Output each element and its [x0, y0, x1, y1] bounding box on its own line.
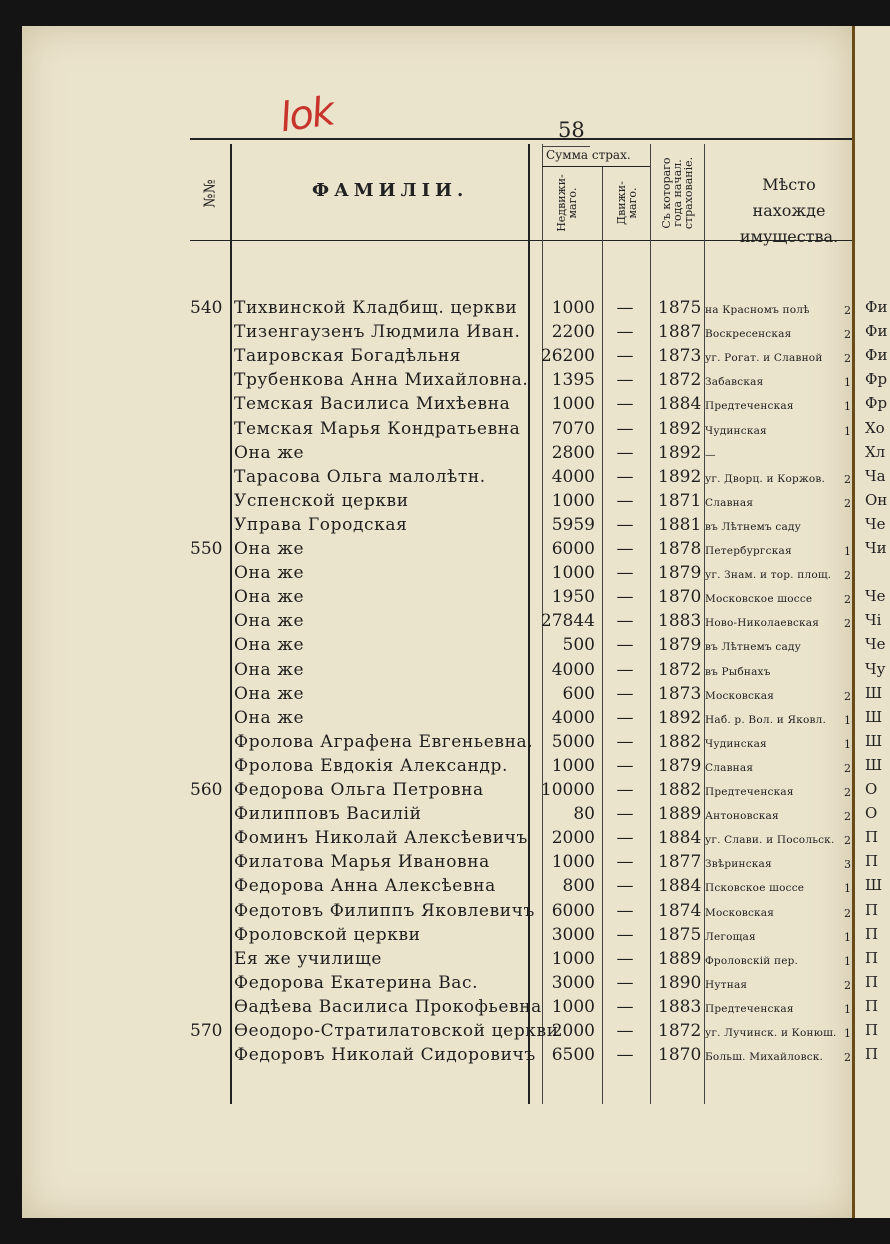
row-immovable-sum: 1000 — [551, 394, 595, 415]
row-year: 1884 — [658, 828, 702, 849]
row-immovable-sum: 80 — [573, 804, 595, 825]
adjacent-page-fragment: Фр — [865, 370, 888, 389]
row-movable-sum: — — [616, 804, 634, 825]
row-place: Больш. Михайловск. — [705, 1051, 824, 1064]
row-immovable-sum: 1000 — [551, 996, 595, 1017]
adjacent-page-fragment: Че — [865, 514, 886, 533]
row-immovable-sum: 1000 — [551, 852, 595, 873]
adjacent-page-fragment: Ш — [865, 683, 883, 702]
row-section: 1 — [844, 545, 851, 558]
row-immovable-sum: 5959 — [551, 514, 595, 535]
row-year: 1879 — [658, 635, 702, 656]
table-row — [22, 876, 852, 900]
row-section: 2 — [844, 496, 851, 510]
table-row — [22, 732, 852, 756]
row-name: Федорова Анна Алексѣевна — [234, 876, 496, 897]
adjacent-page-fragment: П — [865, 1021, 879, 1039]
table-row — [22, 467, 852, 491]
table-row — [22, 708, 852, 732]
table-top-rule — [190, 138, 852, 140]
row-name: Фролова Евдокія Александр. — [234, 755, 508, 776]
sum-group-rule — [542, 166, 650, 167]
row-movable-sum: — — [616, 563, 634, 584]
row-name: Управа Городская — [234, 514, 408, 535]
row-movable-sum: — — [616, 755, 634, 776]
table-row — [22, 973, 852, 997]
row-place: Чудинская — [705, 737, 767, 750]
row-place: на Красномъ полѣ — [705, 304, 810, 316]
row-immovable-sum: 10000 — [540, 780, 595, 800]
row-name: Она же — [234, 659, 305, 680]
row-name: Темская Марья Кондратьевна — [234, 418, 521, 439]
row-year: 1873 — [658, 346, 702, 367]
row-year: 1882 — [658, 731, 702, 752]
row-section: 2 — [844, 1051, 851, 1065]
row-section: 1 — [844, 400, 851, 414]
handwritten-annotation: lok — [277, 88, 336, 142]
row-immovable-sum: 1950 — [551, 587, 595, 608]
header-place: Мѣсто нахожде имущества. — [739, 175, 839, 246]
row-section: 2 — [844, 569, 851, 583]
header-immovable: Недвижи-маго. — [555, 174, 579, 232]
adjacent-page-fragment: Че — [865, 635, 886, 654]
row-place: уг. Лучинск. и Конюш. — [705, 1027, 837, 1039]
row-year: 1870 — [658, 1045, 702, 1066]
adjacent-page-fragment: П — [865, 972, 879, 991]
header-year: Съ котораго года начал. страхованіе. — [660, 156, 695, 230]
row-year: 1872 — [658, 1021, 702, 1041]
header-no: №№ — [200, 179, 219, 208]
row-movable-sum: — — [616, 731, 634, 752]
row-immovable-sum: 26200 — [540, 346, 595, 367]
row-number: 570 — [190, 1021, 223, 1041]
row-year: 1872 — [658, 659, 702, 680]
row-year: 1884 — [658, 394, 702, 415]
adjacent-page-fragment: П — [865, 900, 879, 919]
row-section: 3 — [844, 858, 851, 872]
row-movable-sum: — — [616, 996, 634, 1017]
adjacent-page-fragment: Чи — [865, 539, 887, 557]
row-year: 1890 — [658, 972, 702, 993]
row-movable-sum: — — [616, 852, 634, 873]
row-section: 1 — [844, 713, 851, 727]
row-section: 2 — [844, 304, 851, 317]
row-section: 2 — [844, 472, 851, 486]
table-row — [22, 1021, 852, 1045]
row-section: 1 — [844, 882, 851, 896]
row-name: Ѳеодоро-Стратилатовской церкви — [234, 1021, 559, 1041]
table-row — [22, 515, 852, 539]
row-year: 1881 — [658, 514, 702, 535]
row-immovable-sum: 3000 — [551, 972, 595, 993]
row-movable-sum: — — [616, 346, 634, 367]
row-immovable-sum: 2800 — [551, 442, 595, 463]
row-immovable-sum: 4000 — [551, 707, 595, 728]
adjacent-page-fragment: Чу — [865, 659, 886, 678]
row-place: уг. Знам. и тор. площ. — [705, 569, 832, 582]
row-section: 2 — [844, 328, 851, 342]
row-section: 2 — [844, 761, 851, 775]
table-row — [22, 635, 852, 659]
table-row — [22, 804, 852, 828]
row-section: 1 — [844, 424, 851, 438]
row-year: 1871 — [658, 490, 702, 511]
row-movable-sum: — — [616, 900, 634, 921]
adjacent-page-fragment: Хо — [865, 418, 885, 437]
row-movable-sum: — — [616, 418, 634, 439]
row-year: 1883 — [658, 611, 702, 632]
row-movable-sum: — — [616, 539, 634, 559]
row-immovable-sum: 4000 — [551, 466, 595, 487]
row-year: 1889 — [658, 804, 702, 825]
header-name: ФАМИЛІИ. — [312, 180, 469, 201]
page-number: 58 — [558, 118, 585, 142]
row-place: уг. Рогат. и Славной — [705, 352, 823, 365]
adjacent-page-fragment: П — [865, 924, 879, 943]
row-place: Предтеченская — [705, 1002, 794, 1015]
row-name: Фроловской церкви — [234, 924, 421, 945]
row-immovable-sum: 6000 — [551, 900, 595, 921]
row-movable-sum: — — [616, 828, 634, 849]
row-place: Забавская — [705, 376, 764, 389]
row-name: Она же — [234, 707, 305, 728]
adjacent-page-fragment: О — [865, 780, 878, 798]
adjacent-page-fragment: Фи — [865, 298, 888, 316]
row-year: 1870 — [658, 587, 702, 608]
row-name: Она же — [234, 563, 305, 584]
table-row — [22, 322, 852, 346]
row-year: 1889 — [658, 948, 702, 969]
row-immovable-sum: 500 — [562, 635, 595, 656]
adjacent-page-fragment: П — [865, 996, 879, 1015]
row-place: въ Лѣтнемъ саду — [705, 641, 802, 654]
row-year: 1884 — [658, 876, 702, 897]
adjacent-page-fragment: Ш — [865, 707, 883, 726]
row-name: Федорова Екатерина Вас. — [234, 972, 479, 993]
header-movable: Движи-маго. — [615, 181, 639, 225]
adjacent-page-fragment: Фр — [865, 394, 888, 413]
row-year: 1879 — [658, 563, 702, 584]
row-place: Чудинская — [705, 424, 767, 437]
adjacent-page-fragment: П — [865, 1045, 879, 1064]
row-movable-sum: — — [616, 490, 634, 511]
row-name: Ея же училище — [234, 948, 383, 969]
row-immovable-sum: 1395 — [551, 370, 595, 391]
row-immovable-sum: 2000 — [551, 828, 595, 849]
row-immovable-sum: 800 — [562, 876, 595, 897]
row-place: Славная — [705, 761, 754, 774]
row-movable-sum: — — [616, 659, 634, 680]
adjacent-page-fragment: Ш — [865, 876, 883, 895]
table-row — [22, 394, 852, 418]
row-year: 1875 — [658, 298, 702, 318]
adjacent-page-fragment: Хл — [865, 442, 886, 461]
row-name: Трубенкова Анна Михайловна. — [234, 370, 529, 391]
row-name: Она же — [234, 539, 305, 559]
row-place: въ Лѣтнемъ саду — [705, 520, 802, 533]
adjacent-page-edge — [852, 26, 890, 1218]
row-movable-sum: — — [616, 683, 634, 704]
row-immovable-sum: 7070 — [551, 418, 595, 439]
row-section: 2 — [844, 906, 851, 920]
row-name: Таировская Богадѣльня — [234, 346, 462, 367]
row-section: 1 — [844, 954, 851, 968]
table-row — [22, 539, 852, 563]
adjacent-page-fragment: Че — [865, 587, 886, 606]
row-name: Федоровъ Николай Сидоровичъ — [234, 1045, 536, 1066]
row-movable-sum: — — [616, 972, 634, 993]
row-place: Нутная — [705, 978, 748, 991]
row-place: Петербургская — [705, 545, 792, 557]
row-year: 1873 — [658, 683, 702, 704]
row-movable-sum: — — [616, 514, 634, 535]
row-place: Антоновская — [705, 810, 779, 823]
row-immovable-sum: 1000 — [551, 563, 595, 584]
row-year: 1892 — [658, 442, 702, 463]
row-name: Фоминъ Николай Алексѣевичъ — [234, 828, 528, 849]
row-name: Успенской церкви — [234, 490, 409, 511]
row-name: Федорова Ольга Петровна — [234, 780, 484, 800]
row-name: Она же — [234, 683, 305, 704]
row-year: 1875 — [658, 924, 702, 945]
table-row — [22, 491, 852, 515]
row-section: 2 — [844, 978, 851, 992]
row-place: Фроловскій пер. — [705, 954, 799, 967]
table-row — [22, 563, 852, 587]
adjacent-page-fragment: Фи — [865, 346, 888, 365]
adjacent-page-fragment: П — [865, 852, 879, 871]
row-name: Филатова Марья Ивановна — [234, 852, 490, 873]
table-row — [22, 1045, 852, 1069]
row-place: — — [705, 448, 716, 461]
row-name: Фролова Аграфена Евгеньевна. — [234, 731, 534, 752]
header-sum-group: Сумма страх. — [546, 148, 631, 162]
row-movable-sum: — — [616, 635, 634, 656]
row-movable-sum: — — [616, 442, 634, 463]
row-place: Предтеченская — [705, 400, 794, 413]
row-name: Федотовъ Филиппъ Яковлевичъ — [234, 900, 535, 921]
row-immovable-sum: 4000 — [551, 659, 595, 680]
row-section: 1 — [844, 1027, 851, 1040]
page-number-underline — [542, 146, 590, 147]
row-place: Славная — [705, 496, 754, 509]
row-section: 1 — [844, 737, 851, 751]
adjacent-page-fragment: Ча — [865, 466, 886, 485]
row-name: Она же — [234, 442, 305, 463]
row-section: 2 — [844, 617, 851, 631]
table-row — [22, 346, 852, 370]
row-year: 1882 — [658, 780, 702, 800]
row-movable-sum: — — [616, 1045, 634, 1066]
table-row — [22, 660, 852, 684]
table-row — [22, 756, 852, 780]
row-name: Тихвинской Кладбищ. церкви — [234, 298, 518, 318]
row-number: 550 — [190, 539, 223, 559]
row-immovable-sum: 5000 — [551, 731, 595, 752]
row-number: 540 — [190, 298, 223, 318]
row-immovable-sum: 2000 — [551, 1021, 595, 1041]
table-row — [22, 925, 852, 949]
row-immovable-sum: 27844 — [540, 611, 595, 632]
row-year: 1892 — [658, 466, 702, 487]
ledger-page — [22, 26, 852, 1218]
row-name: Она же — [234, 611, 305, 632]
row-movable-sum: — — [616, 298, 634, 318]
table-row — [22, 828, 852, 852]
row-name: Тизенгаузенъ Людмила Иван. — [234, 322, 521, 343]
row-name: Она же — [234, 587, 305, 608]
table-row — [22, 587, 852, 611]
row-movable-sum: — — [616, 780, 634, 800]
row-year: 1892 — [658, 707, 702, 728]
adjacent-page-fragment: Фи — [865, 322, 888, 341]
table-row — [22, 684, 852, 708]
adjacent-page-fragment: Ш — [865, 731, 883, 750]
row-section: 1 — [844, 1002, 851, 1016]
row-immovable-sum: 6000 — [551, 539, 595, 559]
row-place: Наб. р. Вол. и Яковл. — [705, 713, 827, 726]
row-place: Предтеченская — [705, 786, 794, 798]
row-place: уг. Дворц. и Коржов. — [705, 472, 826, 485]
row-immovable-sum: 600 — [562, 683, 595, 704]
row-movable-sum: — — [616, 466, 634, 487]
row-section: 2 — [844, 810, 851, 824]
table-row — [22, 298, 852, 322]
row-name: Ѳадѣева Василиса Прокофьевна — [234, 996, 542, 1017]
table-row — [22, 443, 852, 467]
row-place: Псковское шоссе — [705, 882, 805, 895]
row-movable-sum: — — [616, 370, 634, 391]
adjacent-page-fragment: П — [865, 948, 879, 967]
row-year: 1874 — [658, 900, 702, 921]
row-year: 1872 — [658, 370, 702, 391]
table-row — [22, 997, 852, 1021]
row-section: 1 — [844, 930, 851, 944]
row-name: Темская Василиса Михѣевна — [234, 394, 511, 415]
row-place: Московская — [705, 689, 775, 702]
row-place: Звѣринская — [705, 858, 772, 871]
row-number: 560 — [190, 780, 223, 800]
row-section: 2 — [844, 689, 851, 703]
row-movable-sum: — — [616, 924, 634, 945]
row-movable-sum: — — [616, 322, 634, 343]
row-name: Филипповъ Василій — [234, 804, 422, 825]
adjacent-page-fragment: Он — [865, 490, 888, 509]
row-movable-sum: — — [616, 707, 634, 728]
row-immovable-sum: 1000 — [551, 755, 595, 776]
row-immovable-sum: 1000 — [551, 298, 595, 318]
row-year: 1883 — [658, 996, 702, 1017]
row-immovable-sum: 2200 — [551, 322, 595, 343]
row-section: 2 — [844, 786, 851, 799]
table-row — [22, 370, 852, 394]
table-row — [22, 949, 852, 973]
row-immovable-sum: 1000 — [551, 490, 595, 511]
row-movable-sum: — — [616, 394, 634, 415]
row-place: въ Рыбнахъ — [705, 665, 771, 678]
row-place: уг. Слави. и Посольск. — [705, 834, 835, 847]
row-immovable-sum: 3000 — [551, 924, 595, 945]
row-section: 2 — [844, 834, 851, 848]
row-movable-sum: — — [616, 1021, 634, 1041]
row-section: 1 — [844, 376, 851, 390]
row-section: 2 — [844, 352, 851, 366]
row-movable-sum: — — [616, 948, 634, 969]
row-year: 1887 — [658, 322, 702, 343]
row-place: Легощая — [705, 930, 756, 943]
table-row — [22, 780, 852, 804]
row-year: 1879 — [658, 755, 702, 776]
row-movable-sum: — — [616, 611, 634, 632]
row-place: Московская — [705, 906, 775, 919]
row-year: 1877 — [658, 852, 702, 873]
row-movable-sum: — — [616, 587, 634, 608]
adjacent-page-fragment: Ш — [865, 755, 883, 774]
row-movable-sum: — — [616, 876, 634, 897]
row-place: Московское шоссе — [705, 593, 813, 606]
table-row — [22, 419, 852, 443]
table-row — [22, 901, 852, 925]
row-name: Тарасова Ольга малолѣтн. — [234, 466, 486, 487]
row-immovable-sum: 6500 — [551, 1045, 595, 1066]
row-place: Воскресенская — [705, 328, 792, 341]
row-name: Она же — [234, 635, 305, 656]
table-row — [22, 852, 852, 876]
adjacent-page-fragment: Чі — [865, 611, 882, 630]
row-year: 1892 — [658, 418, 702, 439]
row-immovable-sum: 1000 — [551, 948, 595, 969]
row-place: Ново-Николаевская — [705, 617, 820, 630]
adjacent-page-fragment: О — [865, 804, 878, 823]
row-section: 2 — [844, 593, 851, 607]
table-row — [22, 611, 852, 635]
row-year: 1878 — [658, 539, 702, 559]
adjacent-page-fragment: П — [865, 828, 879, 847]
